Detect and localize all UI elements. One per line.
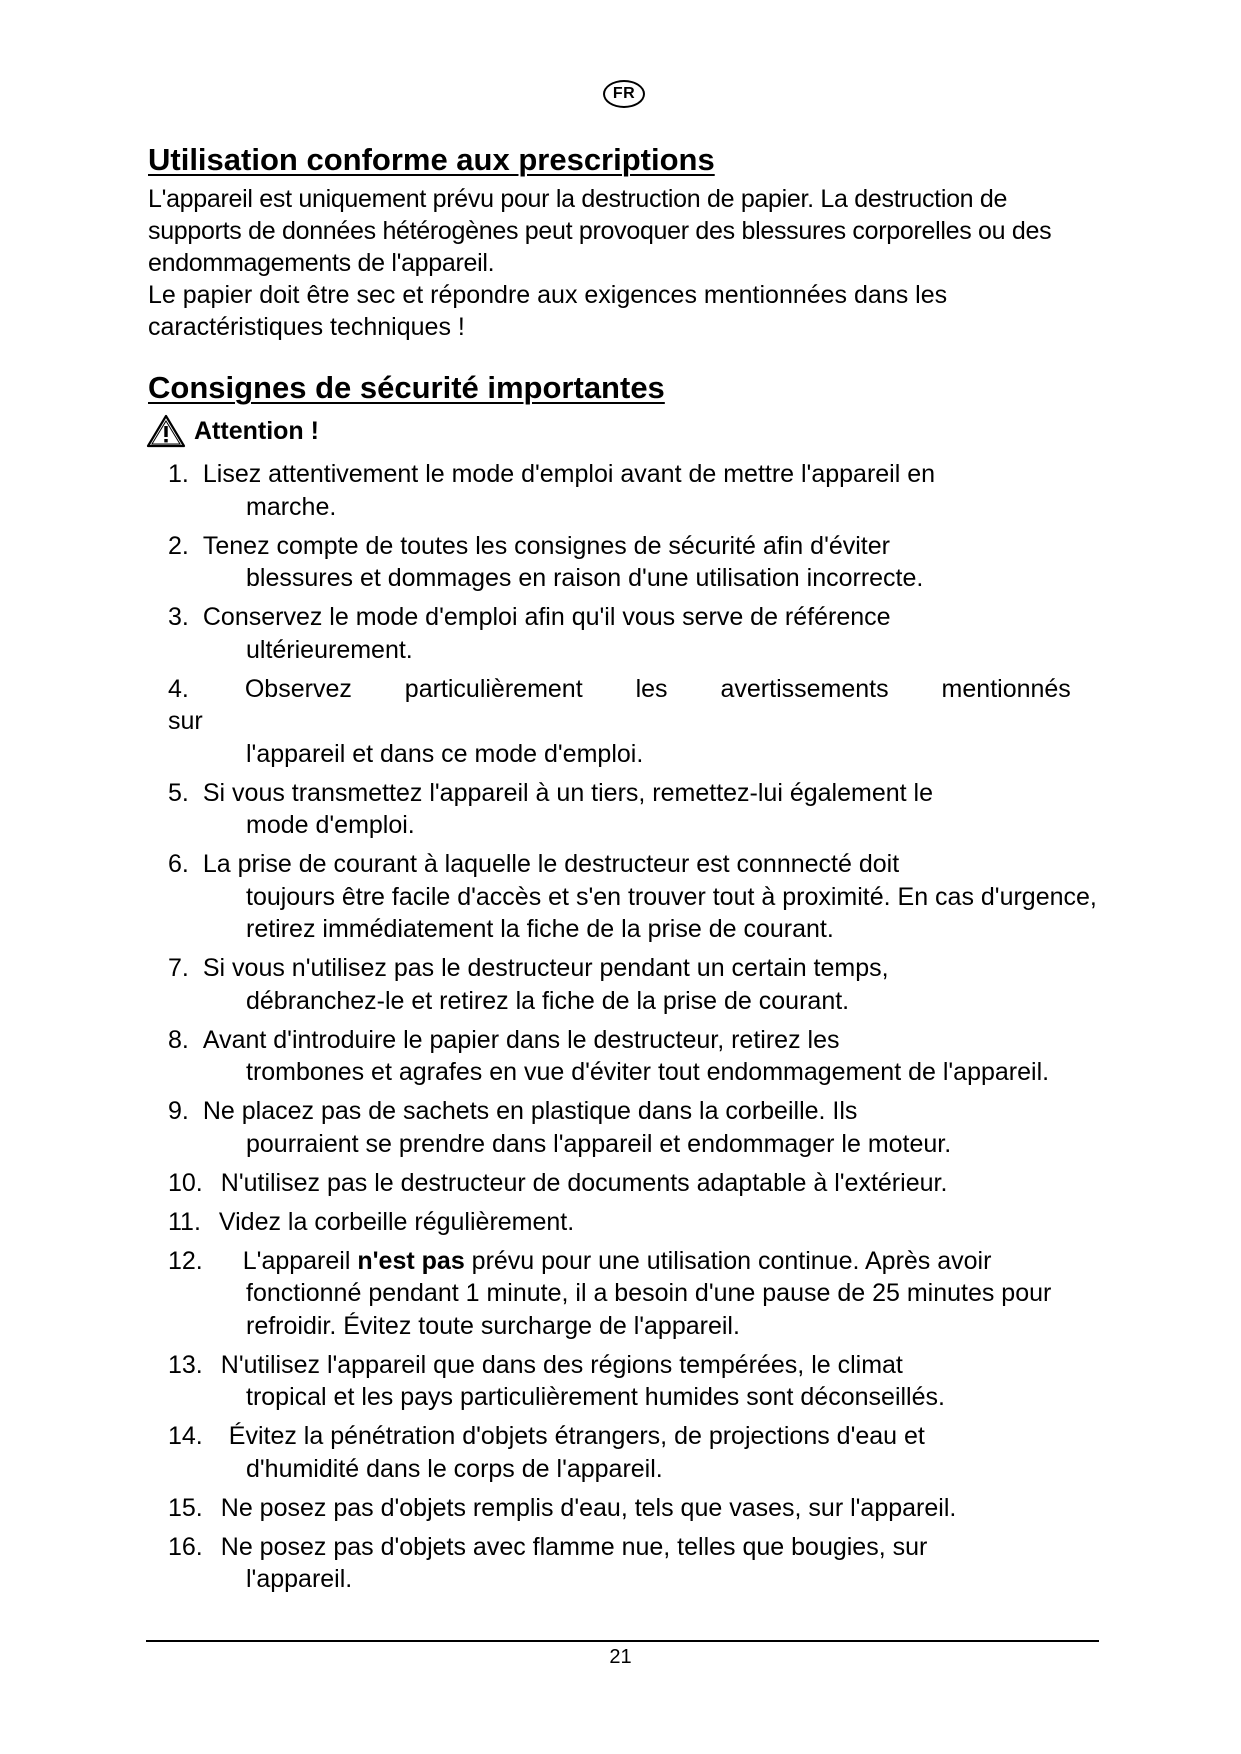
attention-callout (146, 412, 319, 450)
list-item (168, 1349, 1118, 1414)
intended-use-text (148, 183, 1098, 343)
list-item-number: 1. (168, 460, 189, 488)
footer-divider (146, 1640, 1099, 1642)
list-item (168, 1206, 1118, 1239)
list-item-continuation: trombones et agrafes en vue d'éviter tout endommagement de l'appareil. (246, 1058, 1050, 1086)
list-item-number: 13. (168, 1350, 203, 1379)
list-item-number: 16. (168, 1532, 203, 1561)
list-item-text: Ne placez pas de sachets en plastique dans la corbeille. Ils (202, 1097, 858, 1125)
list-item-number: 3. (168, 603, 189, 631)
list-item (168, 673, 1118, 771)
list-item-number: 8. (168, 1025, 189, 1054)
emphasis-not: n'est pas (357, 1246, 465, 1275)
list-item-number: 9. (168, 1097, 189, 1125)
list-item (168, 777, 1118, 842)
list-item-text: Ne posez pas d'objets avec flamme nue, telles que bougies, sur (220, 1532, 928, 1561)
list-item-continuation: fonctionné pendant 1 minute, il a besoin d'une pause de 25 minutes pour refroidir. Évitez toute surcharge de l'appareil. (246, 1279, 1052, 1340)
list-item-text: Si vous n'utilisez pas le destructeur pendant un certain temps, (202, 954, 889, 982)
safety-instructions-list (168, 458, 1118, 1602)
list-item-number: 4. (168, 674, 189, 703)
list-item (168, 1167, 1118, 1200)
intended-use-paragraph-1: L'appareil est uniquement prévu pour la destruction de papier. La destruction de supports de données hétérogènes peut provoquer des blessures corporelles ou des endommagements de l'appareil. (148, 185, 1052, 277)
attention-label: Attention ! (194, 416, 319, 445)
list-item-text: Conservez le mode d'emploi afin qu'il vous serve de référence (202, 603, 891, 631)
list-item-continuation: l'appareil et dans ce mode d'emploi. (246, 739, 644, 768)
section-title-safety: Consignes de sécurité importantes (148, 370, 665, 405)
warning-triangle-icon (146, 413, 186, 449)
list-item-number: 11. (168, 1207, 201, 1236)
list-item-text: Si vous transmettez l'appareil à un tiers, remettez-lui également le (202, 778, 933, 807)
list-item-text: Évitez la pénétration d'objets étrangers, de projections d'eau et (228, 1422, 925, 1450)
language-badge: FR (603, 80, 645, 108)
list-item-continuation: blessures et dommages en raison d'une utilisation incorrecte. (246, 564, 924, 592)
list-item-text: Avant d'introduire le papier dans le destructeur, retirez les (202, 1025, 840, 1054)
list-item (168, 1492, 1118, 1525)
list-item (168, 601, 1118, 666)
list-item (168, 952, 1118, 1017)
section-title-intended-use: Utilisation conforme aux prescriptions (148, 142, 715, 177)
list-item (168, 848, 1118, 946)
list-item-number: 6. (168, 850, 189, 878)
list-item-number: 2. (168, 531, 189, 560)
list-item-continuation: mode d'emploi. (246, 811, 415, 839)
list-item-text: Lisez attentivement le mode d'emploi avant de mettre l'appareil en (202, 460, 936, 488)
list-item-continuation: ultérieurement. (246, 635, 413, 664)
list-item-continuation: l'appareil. (246, 1565, 353, 1593)
list-item-text: La prise de courant à laquelle le destructeur est connnecté doit (202, 850, 900, 878)
list-item-text: N'utilisez pas le destructeur de documents adaptable à l'extérieur. (220, 1168, 948, 1197)
list-item-continuation: pourraient se prendre dans l'appareil et endommager le moteur. (246, 1129, 952, 1158)
list-item-text: N'utilisez l'appareil que dans des régions tempérées, le climat (220, 1350, 903, 1379)
list-item (168, 1095, 1118, 1160)
list-item-text: Ne posez pas d'objets remplis d'eau, tels que vases, sur l'appareil. (220, 1493, 957, 1522)
list-item-text: Videz la corbeille régulièrement. (218, 1207, 575, 1236)
list-item-continuation: débranchez-le et retirez la fiche de la prise de courant. (246, 986, 850, 1015)
list-item-number: 7. (168, 954, 189, 982)
list-item-number: 12. (168, 1246, 203, 1275)
list-item (168, 530, 1118, 595)
list-item-continuation: tropical et les pays particulièrement humides sont déconseillés. (246, 1383, 945, 1411)
list-item (168, 1531, 1118, 1596)
intended-use-paragraph-2: Le papier doit être sec et répondre aux exigences mentionnées dans les caractéristiques techniques ! (148, 281, 948, 341)
list-item (168, 1245, 1118, 1343)
list-item (168, 1024, 1118, 1089)
list-item-number: 5. (168, 778, 189, 807)
list-item (168, 458, 1118, 523)
list-item-number: 14. (168, 1422, 203, 1450)
list-item-number: 10. (168, 1168, 203, 1197)
list-item-text: Observez particulièrement les avertissements mentionnés sur (168, 674, 1071, 735)
list-item-continuation: d'humidité dans le corps de l'appareil. (246, 1454, 663, 1483)
list-item-continuation: toujours être facile d'accès et s'en trouver tout à proximité. En cas d'urgence, retirez immédiatement la fiche de la prise de courant. (246, 882, 1097, 943)
page-number: 21 (609, 1646, 632, 1668)
list-item (168, 1420, 1118, 1485)
list-item-text: L'appareil n'est pas prévu pour une utilisation continue. Après avoir (242, 1246, 992, 1275)
list-item-number: 15. (168, 1493, 203, 1522)
list-item-continuation: marche. (246, 492, 337, 521)
list-item-text: Tenez compte de toutes les consignes de sécurité afin d'éviter (202, 531, 890, 560)
